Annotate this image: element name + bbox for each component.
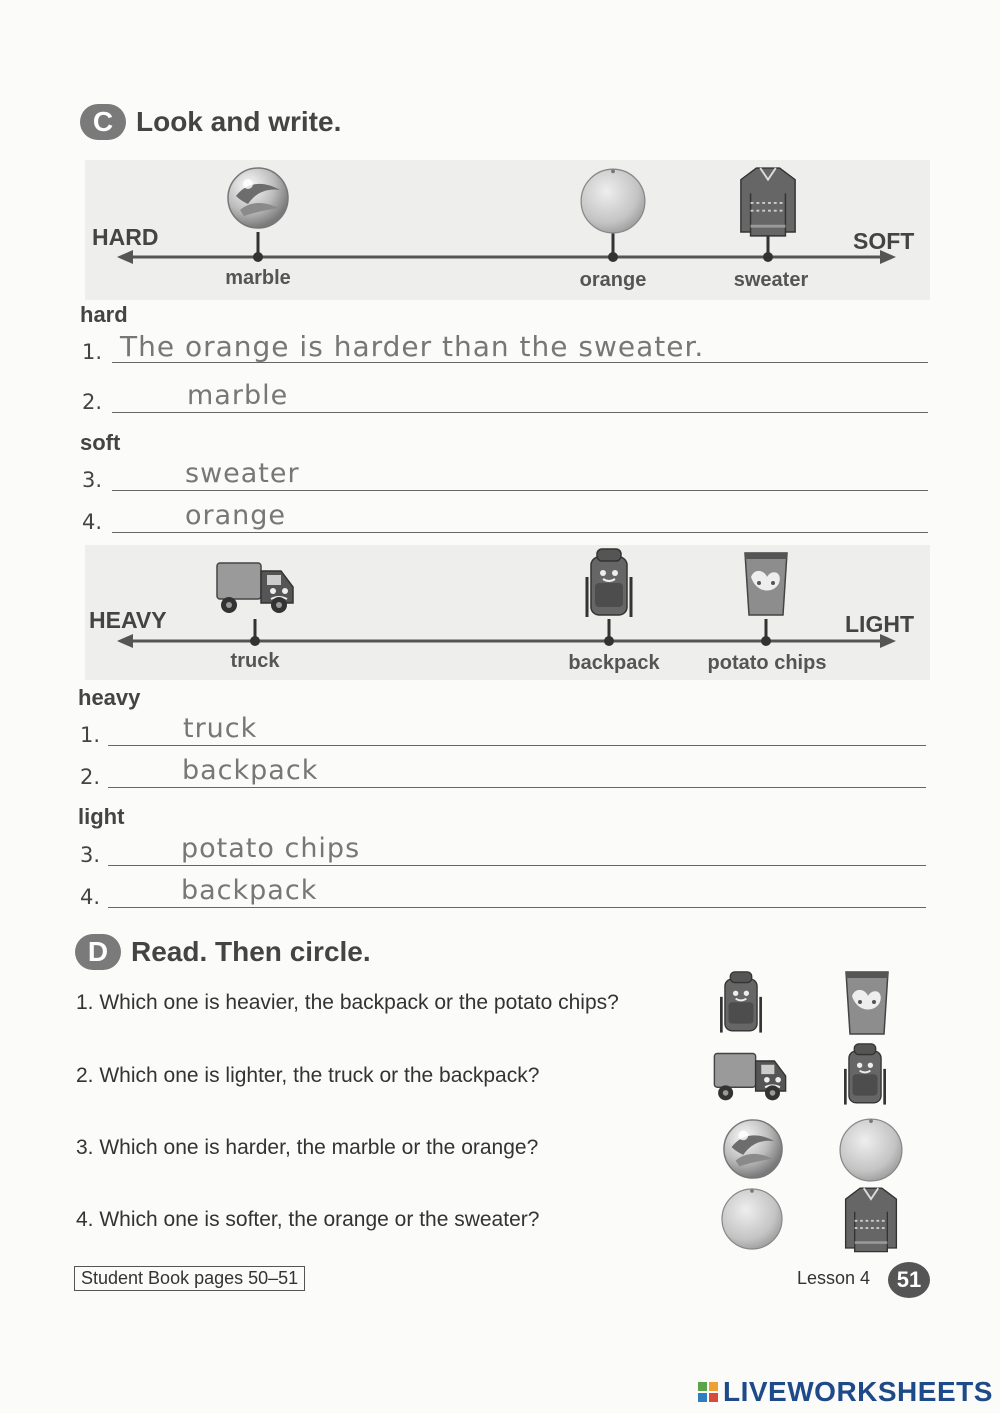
sweater-icon[interactable] <box>842 1184 900 1254</box>
hard-label: HARD <box>92 224 159 250</box>
potato-chips-icon[interactable] <box>842 968 892 1038</box>
row-number: 2. <box>82 390 103 414</box>
row-number: 2. <box>80 765 101 789</box>
marble-icon[interactable] <box>722 1118 784 1180</box>
truck-icon <box>213 555 297 619</box>
liveworksheets-logo-icon <box>697 1381 719 1403</box>
scale-item-potato-chips: potato chips <box>707 652 827 674</box>
answer-line <box>112 490 928 491</box>
backpack-icon <box>581 547 637 623</box>
scale-item-backpack: backpack <box>568 652 660 674</box>
answer-field[interactable]: marble <box>187 380 289 411</box>
orange-icon[interactable] <box>838 1116 904 1182</box>
section-d-title: Read. Then circle. <box>131 936 371 967</box>
category-heavy: heavy <box>78 685 141 710</box>
answer-field[interactable]: backpack <box>181 875 318 906</box>
truck-icon[interactable] <box>710 1046 790 1106</box>
answer-line <box>112 532 928 533</box>
question-2: 2. Which one is lighter, the truck or the backpack? <box>76 1064 540 1087</box>
scale-item-sweater: sweater <box>733 269 809 291</box>
answer-field[interactable]: orange <box>185 500 287 531</box>
answer-line <box>108 865 926 866</box>
page-number: 51 <box>888 1262 930 1298</box>
category-soft: soft <box>80 430 121 455</box>
category-hard: hard <box>80 302 128 327</box>
soft-label: SOFT <box>853 228 915 254</box>
sweater-icon <box>737 164 799 238</box>
liveworksheets-logo-text: LIVEWORKSHEETS <box>723 1376 993 1407</box>
section-c-badge: C <box>80 104 126 140</box>
row-number: 4. <box>82 510 103 534</box>
answer-field[interactable]: potato chips <box>181 833 361 864</box>
heavy-label: HEAVY <box>89 607 167 633</box>
answer-field[interactable]: truck <box>183 713 258 744</box>
backpack-icon[interactable] <box>716 970 766 1038</box>
student-book-reference: Student Book pages 50–51 <box>74 1266 305 1291</box>
backpack-icon[interactable] <box>840 1042 890 1110</box>
scale-item-truck: truck <box>230 650 280 672</box>
row-number: 3. <box>80 843 101 867</box>
section-d-badge: D <box>75 934 121 970</box>
question-4: 4. Which one is softer, the orange or the sweater? <box>76 1208 540 1231</box>
section-c-header <box>80 104 341 140</box>
section-c-title: Look and write. <box>136 106 342 137</box>
row-number: 3. <box>82 468 103 492</box>
answer-line <box>112 412 928 413</box>
row-number: 1. <box>82 340 103 364</box>
question-3: 3. Which one is harder, the marble or the orange? <box>76 1136 539 1159</box>
answer-line <box>108 907 926 908</box>
answer-line <box>108 787 926 788</box>
scale-item-marble: marble <box>225 267 291 289</box>
marble-icon <box>226 166 290 230</box>
orange-icon <box>579 166 647 234</box>
light-label: LIGHT <box>845 611 914 637</box>
category-light: light <box>78 804 125 829</box>
lesson-label: Lesson 4 <box>797 1268 871 1288</box>
liveworksheets-logo <box>697 1376 993 1408</box>
heavy-light-scale <box>85 545 930 680</box>
row-number: 1. <box>80 723 101 747</box>
row-number: 4. <box>80 885 101 909</box>
answer-field[interactable]: sweater <box>185 458 300 489</box>
section-d-header <box>75 934 371 970</box>
potato-chips-icon <box>741 549 791 619</box>
orange-icon[interactable] <box>720 1186 784 1250</box>
question-1: 1. Which one is heavier, the backpack or the potato chips? <box>76 991 619 1014</box>
answer-field[interactable]: The orange is harder than the sweater. <box>120 330 705 363</box>
answer-line <box>108 745 926 746</box>
scale-item-orange: orange <box>579 269 647 291</box>
hard-soft-scale <box>85 160 930 300</box>
answer-field[interactable]: backpack <box>182 755 319 786</box>
